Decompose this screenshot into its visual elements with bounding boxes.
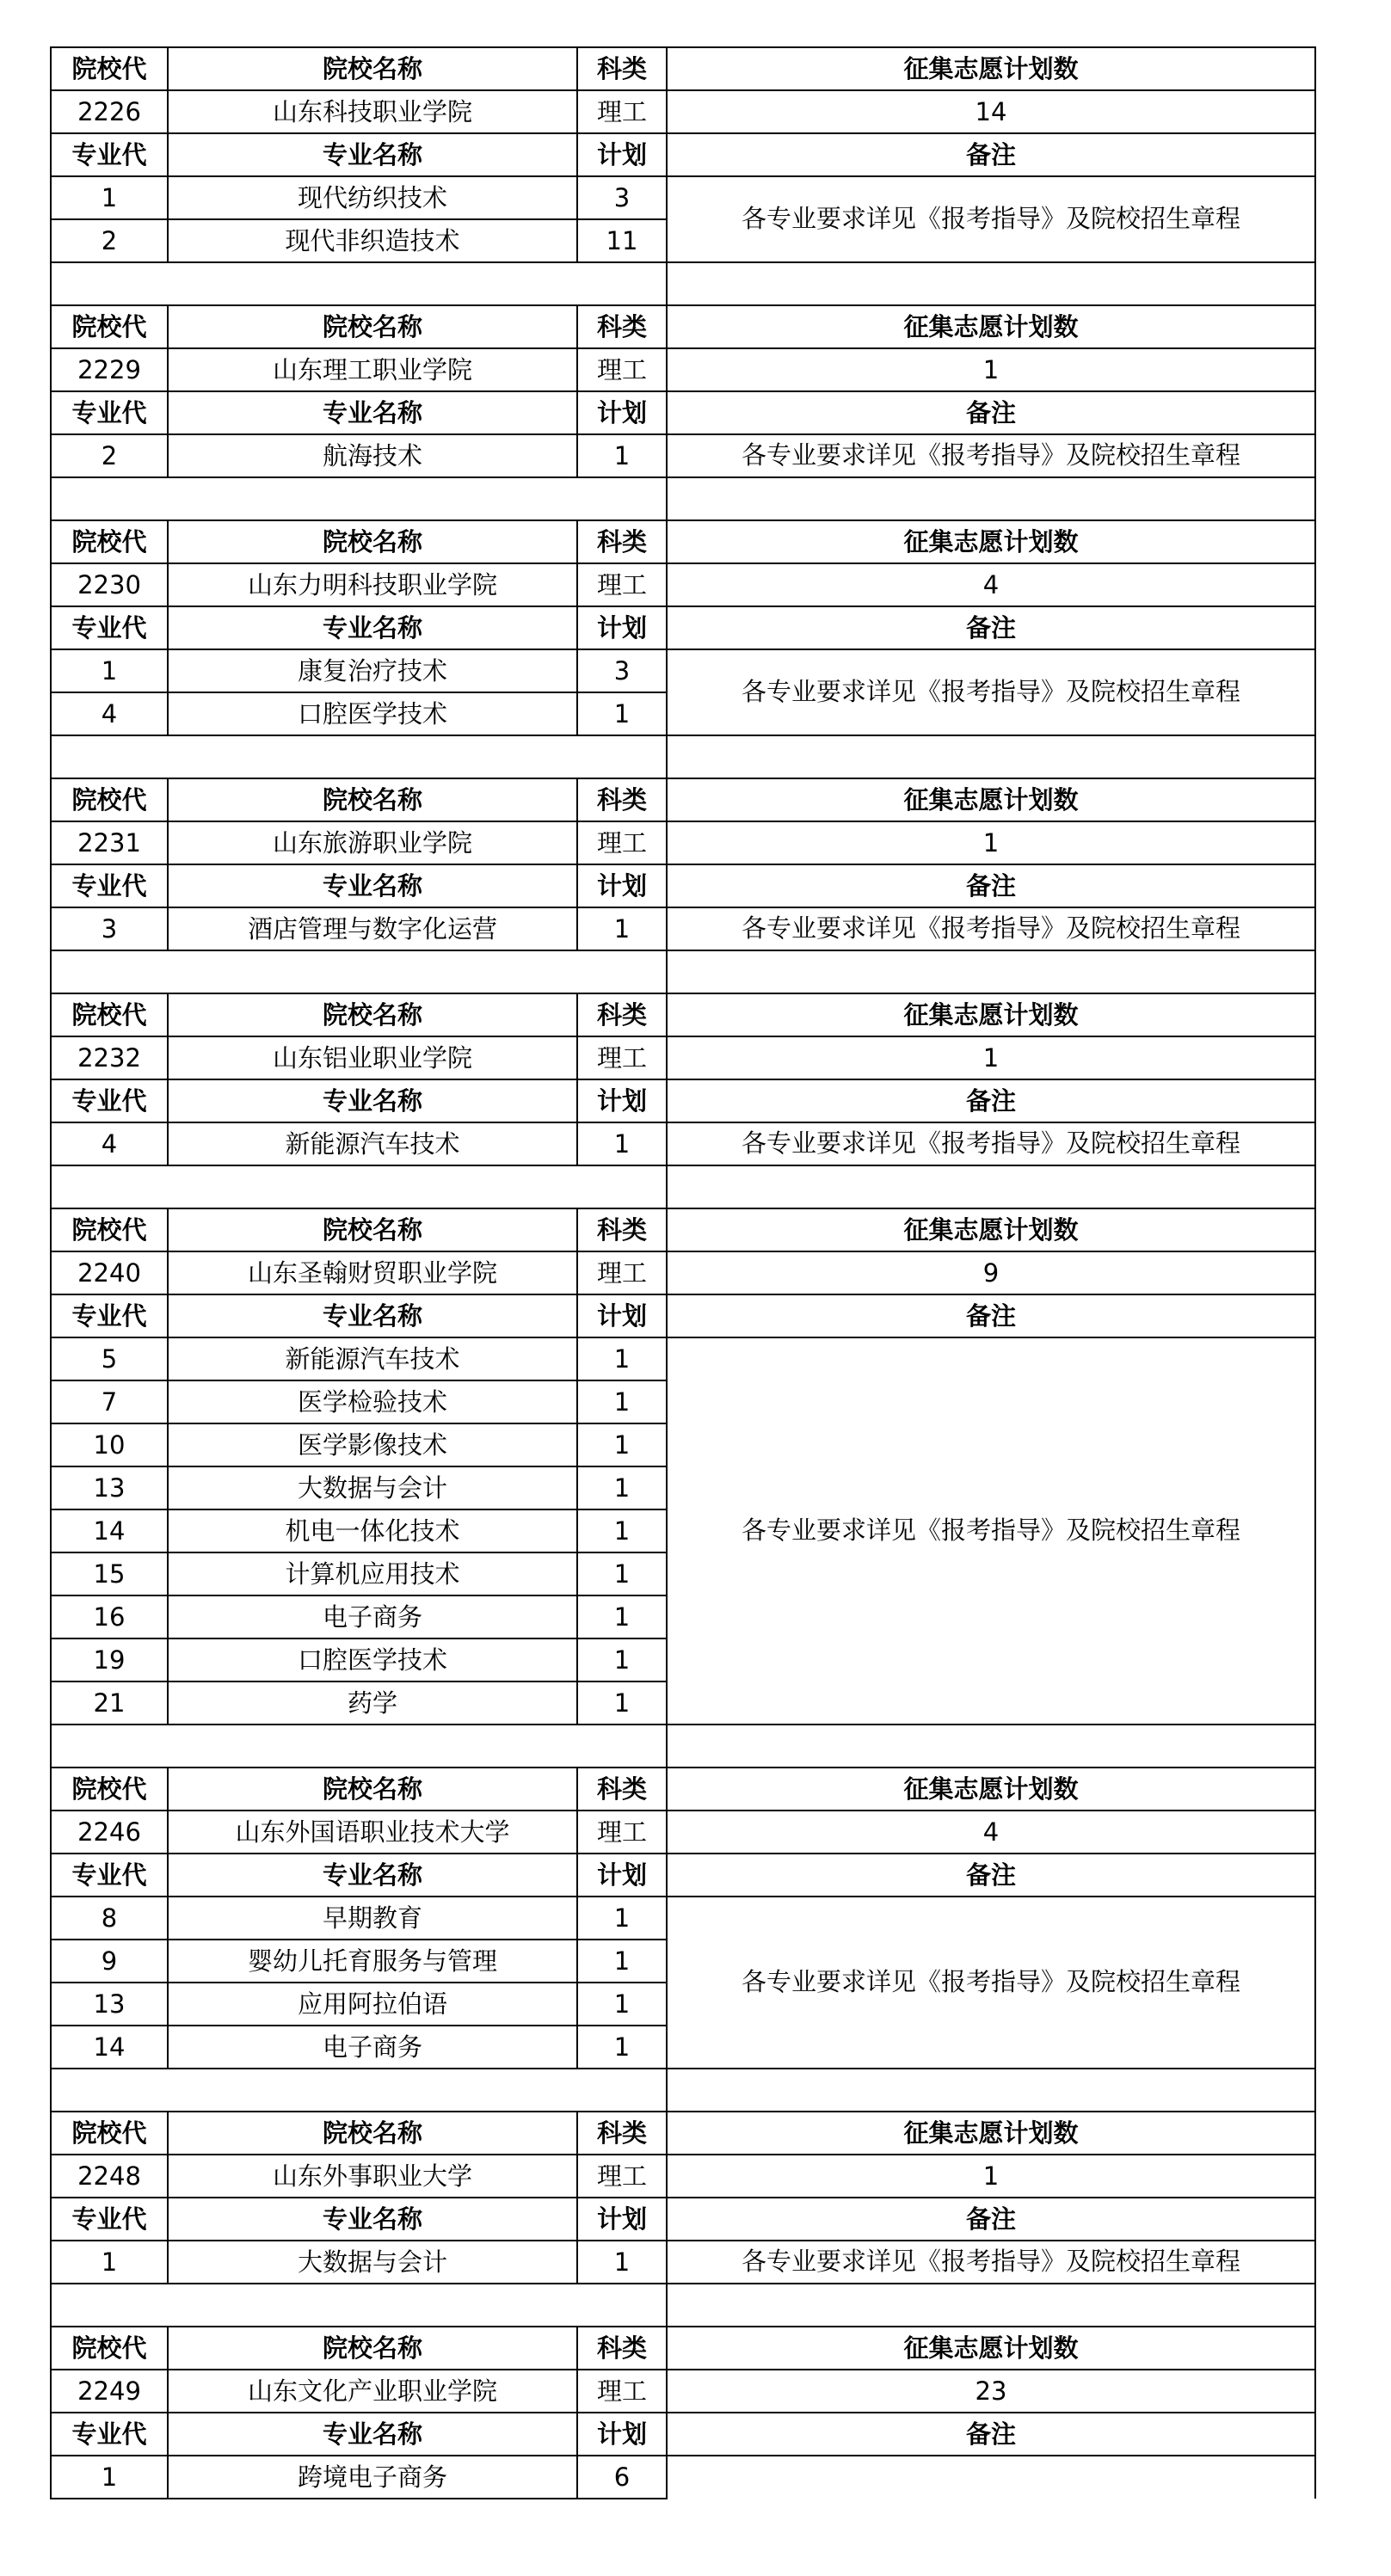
spacer-row xyxy=(51,2284,1315,2327)
category-header: 科类 xyxy=(577,520,667,563)
major-header-row xyxy=(51,1854,1315,1897)
major-plan: 1 xyxy=(577,1423,667,1466)
school-code-header: 院校代 xyxy=(51,993,168,1036)
plan-header: 计划 xyxy=(577,133,667,176)
major-name: 早期教育 xyxy=(168,1897,577,1940)
major-name: 现代纺织技术 xyxy=(168,176,577,219)
major-code: 2 xyxy=(51,219,168,262)
major-plan: 1 xyxy=(577,1897,667,1940)
spacer-cell xyxy=(667,2069,1315,2112)
major-plan: 6 xyxy=(577,2456,667,2499)
remark-header: 备注 xyxy=(667,2413,1315,2456)
major-header-row xyxy=(51,864,1315,907)
major-code: 10 xyxy=(51,1423,168,1466)
major-plan: 1 xyxy=(577,1552,667,1595)
plan-total-header: 征集志愿计划数 xyxy=(667,2327,1315,2370)
school-name-header: 院校名称 xyxy=(168,2112,577,2155)
major-code: 3 xyxy=(51,907,168,950)
school-name: 山东外事职业大学 xyxy=(168,2155,577,2198)
major-code: 8 xyxy=(51,1897,168,1940)
school-header-row xyxy=(51,2112,1315,2155)
school-name: 山东力明科技职业学院 xyxy=(168,563,577,606)
spacer-cell xyxy=(667,2284,1315,2327)
major-name-header: 专业名称 xyxy=(168,2413,577,2456)
spacer-cell xyxy=(667,1725,1315,1768)
major-name: 新能源汽车技术 xyxy=(168,1122,577,1165)
spacer-row xyxy=(51,262,1315,305)
school-name-header: 院校名称 xyxy=(168,778,577,821)
school-header-row xyxy=(51,1208,1315,1251)
school-name: 山东旅游职业学院 xyxy=(168,821,577,864)
school-name: 山东科技职业学院 xyxy=(168,90,577,133)
school-name: 山东外国语职业技术大学 xyxy=(168,1811,577,1854)
school-header-row xyxy=(51,778,1315,821)
major-plan: 1 xyxy=(577,2241,667,2284)
remark-header: 备注 xyxy=(667,1854,1315,1897)
major-code-header: 专业代 xyxy=(51,864,168,907)
spacer-cell xyxy=(51,2069,667,2112)
major-name: 现代非织造技术 xyxy=(168,219,577,262)
major-code: 13 xyxy=(51,1983,168,2026)
school-name: 山东圣翰财贸职业学院 xyxy=(168,1251,577,1294)
spacer-cell xyxy=(667,735,1315,778)
remark-header: 备注 xyxy=(667,2198,1315,2241)
major-row xyxy=(51,1897,1315,1940)
school-row xyxy=(51,90,1315,133)
plan-header: 计划 xyxy=(577,2413,667,2456)
major-header-row xyxy=(51,2198,1315,2241)
school-code: 2230 xyxy=(51,563,168,606)
plan-total-header: 征集志愿计划数 xyxy=(667,2112,1315,2155)
school-code-header: 院校代 xyxy=(51,47,168,90)
major-header-row xyxy=(51,2413,1315,2456)
remark-header: 备注 xyxy=(667,606,1315,649)
major-row xyxy=(51,649,1315,692)
school-row xyxy=(51,821,1315,864)
major-plan: 1 xyxy=(577,1595,667,1638)
major-code-header: 专业代 xyxy=(51,2198,168,2241)
remark-header: 备注 xyxy=(667,1294,1315,1337)
school-category: 理工 xyxy=(577,1036,667,1079)
major-code: 7 xyxy=(51,1380,168,1423)
major-header-row xyxy=(51,391,1315,434)
category-header: 科类 xyxy=(577,2112,667,2155)
spacer-row xyxy=(51,950,1315,993)
major-code-header: 专业代 xyxy=(51,1079,168,1122)
plan-total-header: 征集志愿计划数 xyxy=(667,993,1315,1036)
major-name-header: 专业名称 xyxy=(168,1294,577,1337)
school-header-row xyxy=(51,305,1315,348)
major-row xyxy=(51,2456,1315,2499)
remark-cell: 各专业要求详见《报考指导》及院校招生章程 xyxy=(667,1122,1315,1165)
major-name-header: 专业名称 xyxy=(168,1854,577,1897)
school-plan-total: 4 xyxy=(667,563,1315,606)
major-code: 14 xyxy=(51,2026,168,2069)
spacer-cell xyxy=(51,1725,667,1768)
school-name-header: 院校名称 xyxy=(168,1208,577,1251)
major-name-header: 专业名称 xyxy=(168,391,577,434)
spacer-row xyxy=(51,2069,1315,2112)
spacer-cell xyxy=(667,262,1315,305)
remark-header: 备注 xyxy=(667,1079,1315,1122)
plan-total-header: 征集志愿计划数 xyxy=(667,1208,1315,1251)
major-plan: 1 xyxy=(577,434,667,477)
school-category: 理工 xyxy=(577,90,667,133)
school-category: 理工 xyxy=(577,563,667,606)
category-header: 科类 xyxy=(577,1768,667,1811)
spacer-cell xyxy=(667,1165,1315,1208)
major-plan: 1 xyxy=(577,1983,667,2026)
major-name: 医学影像技术 xyxy=(168,1423,577,1466)
plan-total-header: 征集志愿计划数 xyxy=(667,778,1315,821)
school-row xyxy=(51,2155,1315,2198)
major-code: 19 xyxy=(51,1638,168,1681)
school-row xyxy=(51,1036,1315,1079)
category-header: 科类 xyxy=(577,305,667,348)
major-code: 4 xyxy=(51,692,168,735)
school-code: 2246 xyxy=(51,1811,168,1854)
school-row xyxy=(51,563,1315,606)
school-name-header: 院校名称 xyxy=(168,520,577,563)
school-code: 2229 xyxy=(51,348,168,391)
school-category: 理工 xyxy=(577,348,667,391)
plan-header: 计划 xyxy=(577,864,667,907)
remark-cell: 各专业要求详见《报考指导》及院校招生章程 xyxy=(667,2241,1315,2284)
school-category: 理工 xyxy=(577,821,667,864)
school-code-header: 院校代 xyxy=(51,1768,168,1811)
school-header-row xyxy=(51,993,1315,1036)
major-plan: 1 xyxy=(577,907,667,950)
major-plan: 1 xyxy=(577,1509,667,1552)
major-name: 应用阿拉伯语 xyxy=(168,1983,577,2026)
major-name: 口腔医学技术 xyxy=(168,1638,577,1681)
school-row xyxy=(51,1811,1315,1854)
major-name: 跨境电子商务 xyxy=(168,2456,577,2499)
school-plan-total: 1 xyxy=(667,821,1315,864)
major-plan: 1 xyxy=(577,1337,667,1380)
remark-header: 备注 xyxy=(667,133,1315,176)
school-header-row xyxy=(51,520,1315,563)
major-name: 大数据与会计 xyxy=(168,1466,577,1509)
major-name: 航海技术 xyxy=(168,434,577,477)
remark-cell: 各专业要求详见《报考指导》及院校招生章程 xyxy=(667,1897,1315,2069)
spacer-cell xyxy=(51,477,667,520)
major-code: 21 xyxy=(51,1681,168,1725)
school-plan-total: 4 xyxy=(667,1811,1315,1854)
major-code: 2 xyxy=(51,434,168,477)
plan-header: 计划 xyxy=(577,1079,667,1122)
school-code-header: 院校代 xyxy=(51,2112,168,2155)
school-name: 山东文化产业职业学院 xyxy=(168,2370,577,2413)
major-name: 酒店管理与数字化运营 xyxy=(168,907,577,950)
category-header: 科类 xyxy=(577,2327,667,2370)
spacer-cell xyxy=(51,262,667,305)
major-code: 4 xyxy=(51,1122,168,1165)
major-code: 1 xyxy=(51,2241,168,2284)
category-header: 科类 xyxy=(577,47,667,90)
major-name: 婴幼儿托育服务与管理 xyxy=(168,1940,577,1983)
major-plan: 11 xyxy=(577,219,667,262)
major-header-row xyxy=(51,606,1315,649)
spacer-row xyxy=(51,1165,1315,1208)
spacer-row xyxy=(51,735,1315,778)
school-code-header: 院校代 xyxy=(51,305,168,348)
major-name: 医学检验技术 xyxy=(168,1380,577,1423)
school-code: 2248 xyxy=(51,2155,168,2198)
major-name-header: 专业名称 xyxy=(168,1079,577,1122)
spacer-cell xyxy=(51,2284,667,2327)
major-code-header: 专业代 xyxy=(51,606,168,649)
major-row xyxy=(51,1337,1315,1380)
spacer-cell xyxy=(51,1165,667,1208)
school-code: 2232 xyxy=(51,1036,168,1079)
major-code: 1 xyxy=(51,176,168,219)
school-code: 2249 xyxy=(51,2370,168,2413)
remark-header: 备注 xyxy=(667,864,1315,907)
remark-cell: 各专业要求详见《报考指导》及院校招生章程 xyxy=(667,649,1315,735)
major-name-header: 专业名称 xyxy=(168,864,577,907)
school-row xyxy=(51,348,1315,391)
plan-total-header: 征集志愿计划数 xyxy=(667,1768,1315,1811)
major-name: 药学 xyxy=(168,1681,577,1725)
plan-header: 计划 xyxy=(577,1294,667,1337)
major-code: 14 xyxy=(51,1509,168,1552)
major-code-header: 专业代 xyxy=(51,1294,168,1337)
school-row xyxy=(51,2370,1315,2413)
major-name-header: 专业名称 xyxy=(168,2198,577,2241)
major-name: 电子商务 xyxy=(168,2026,577,2069)
major-plan: 1 xyxy=(577,1638,667,1681)
major-name: 大数据与会计 xyxy=(168,2241,577,2284)
plan-total-header: 征集志愿计划数 xyxy=(667,47,1315,90)
spacer-cell xyxy=(51,950,667,993)
remark-header: 备注 xyxy=(667,391,1315,434)
major-plan: 1 xyxy=(577,692,667,735)
plan-header: 计划 xyxy=(577,391,667,434)
major-plan: 3 xyxy=(577,649,667,692)
major-name: 口腔医学技术 xyxy=(168,692,577,735)
plan-header: 计划 xyxy=(577,1854,667,1897)
major-row xyxy=(51,1122,1315,1165)
major-row xyxy=(51,176,1315,219)
school-category: 理工 xyxy=(577,2370,667,2413)
major-name: 新能源汽车技术 xyxy=(168,1337,577,1380)
major-header-row xyxy=(51,1294,1315,1337)
major-header-row xyxy=(51,133,1315,176)
school-header-row xyxy=(51,2327,1315,2370)
school-category: 理工 xyxy=(577,1251,667,1294)
remark-cell: 各专业要求详见《报考指导》及院校招生章程 xyxy=(667,176,1315,262)
major-code: 15 xyxy=(51,1552,168,1595)
admission-plan-table xyxy=(50,46,1316,2499)
remark-cell: 各专业要求详见《报考指导》及院校招生章程 xyxy=(667,907,1315,950)
major-name: 计算机应用技术 xyxy=(168,1552,577,1595)
major-row xyxy=(51,907,1315,950)
plan-total-header: 征集志愿计划数 xyxy=(667,305,1315,348)
major-name: 康复治疗技术 xyxy=(168,649,577,692)
major-name: 电子商务 xyxy=(168,1595,577,1638)
major-code: 5 xyxy=(51,1337,168,1380)
table-body xyxy=(51,47,1315,2499)
school-name-header: 院校名称 xyxy=(168,993,577,1036)
remark-cell xyxy=(667,2456,1315,2499)
school-name: 山东理工职业学院 xyxy=(168,348,577,391)
school-code: 2231 xyxy=(51,821,168,864)
spacer-cell xyxy=(667,950,1315,993)
school-code-header: 院校代 xyxy=(51,1208,168,1251)
spacer-cell xyxy=(51,735,667,778)
major-plan: 1 xyxy=(577,1380,667,1423)
spacer-cell xyxy=(667,477,1315,520)
school-row xyxy=(51,1251,1315,1294)
category-header: 科类 xyxy=(577,1208,667,1251)
spacer-row xyxy=(51,1725,1315,1768)
major-header-row xyxy=(51,1079,1315,1122)
major-name-header: 专业名称 xyxy=(168,133,577,176)
major-plan: 1 xyxy=(577,1681,667,1725)
plan-header: 计划 xyxy=(577,606,667,649)
school-name-header: 院校名称 xyxy=(168,305,577,348)
school-plan-total: 1 xyxy=(667,348,1315,391)
category-header: 科类 xyxy=(577,993,667,1036)
school-category: 理工 xyxy=(577,1811,667,1854)
school-header-row xyxy=(51,47,1315,90)
school-header-row xyxy=(51,1768,1315,1811)
major-plan: 1 xyxy=(577,2026,667,2069)
major-code: 16 xyxy=(51,1595,168,1638)
school-code-header: 院校代 xyxy=(51,778,168,821)
school-code-header: 院校代 xyxy=(51,2327,168,2370)
major-code-header: 专业代 xyxy=(51,133,168,176)
school-code-header: 院校代 xyxy=(51,520,168,563)
school-name-header: 院校名称 xyxy=(168,2327,577,2370)
plan-header: 计划 xyxy=(577,2198,667,2241)
school-code: 2226 xyxy=(51,90,168,133)
spacer-row xyxy=(51,477,1315,520)
school-name: 山东铝业职业学院 xyxy=(168,1036,577,1079)
major-code-header: 专业代 xyxy=(51,1854,168,1897)
major-plan: 1 xyxy=(577,1122,667,1165)
school-plan-total: 9 xyxy=(667,1251,1315,1294)
remark-cell: 各专业要求详见《报考指导》及院校招生章程 xyxy=(667,434,1315,477)
plan-total-header: 征集志愿计划数 xyxy=(667,520,1315,563)
major-code: 9 xyxy=(51,1940,168,1983)
major-name-header: 专业名称 xyxy=(168,606,577,649)
school-name-header: 院校名称 xyxy=(168,1768,577,1811)
major-plan: 1 xyxy=(577,1940,667,1983)
category-header: 科类 xyxy=(577,778,667,821)
major-code: 1 xyxy=(51,649,168,692)
major-code: 1 xyxy=(51,2456,168,2499)
major-plan: 1 xyxy=(577,1466,667,1509)
school-category: 理工 xyxy=(577,2155,667,2198)
school-plan-total: 23 xyxy=(667,2370,1315,2413)
major-code-header: 专业代 xyxy=(51,2413,168,2456)
major-code-header: 专业代 xyxy=(51,391,168,434)
school-plan-total: 1 xyxy=(667,1036,1315,1079)
school-plan-total: 1 xyxy=(667,2155,1315,2198)
major-row xyxy=(51,434,1315,477)
major-row xyxy=(51,2241,1315,2284)
major-plan: 3 xyxy=(577,176,667,219)
school-name-header: 院校名称 xyxy=(168,47,577,90)
major-name: 机电一体化技术 xyxy=(168,1509,577,1552)
major-code: 13 xyxy=(51,1466,168,1509)
remark-cell: 各专业要求详见《报考指导》及院校招生章程 xyxy=(667,1337,1315,1725)
school-plan-total: 14 xyxy=(667,90,1315,133)
school-code: 2240 xyxy=(51,1251,168,1294)
